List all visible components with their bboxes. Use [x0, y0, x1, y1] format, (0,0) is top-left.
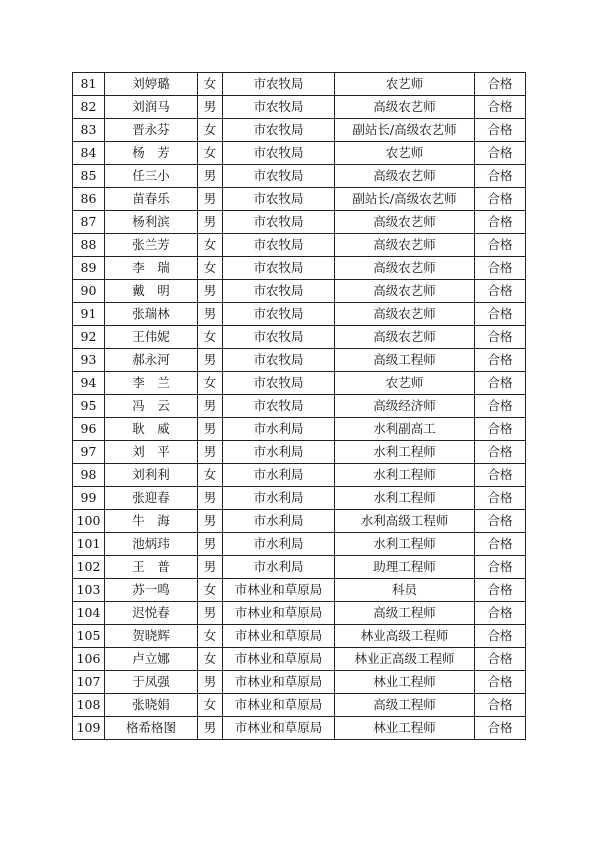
- result-cell: 合格: [475, 648, 526, 671]
- job-title-cell: 高级农艺师: [335, 326, 475, 349]
- table-row: [73, 510, 526, 533]
- serial-number-cell: 82: [73, 96, 105, 119]
- result-cell: 合格: [475, 142, 526, 165]
- gender-cell: 女: [198, 579, 223, 602]
- serial-number-cell: 84: [73, 142, 105, 165]
- name-cell: 王伟妮: [105, 326, 198, 349]
- result-cell: 合格: [475, 556, 526, 579]
- unit-cell: 市林业和草原局: [223, 579, 335, 602]
- gender-cell: 女: [198, 142, 223, 165]
- job-title-cell: 高级工程师: [335, 602, 475, 625]
- job-title-cell: 水利工程师: [335, 533, 475, 556]
- job-title-cell: 林业工程师: [335, 671, 475, 694]
- table-row: [73, 579, 526, 602]
- unit-cell: 市林业和草原局: [223, 602, 335, 625]
- gender-cell: 男: [198, 556, 223, 579]
- name-cell: 牛 海: [105, 510, 198, 533]
- job-title-cell: 高级农艺师: [335, 165, 475, 188]
- serial-number-cell: 95: [73, 395, 105, 418]
- gender-cell: 女: [198, 694, 223, 717]
- job-title-cell: 林业高级工程师: [335, 625, 475, 648]
- gender-cell: 男: [198, 487, 223, 510]
- name-cell: 耿 威: [105, 418, 198, 441]
- serial-number-cell: 91: [73, 303, 105, 326]
- gender-cell: 女: [198, 119, 223, 142]
- unit-cell: 市水利局: [223, 487, 335, 510]
- serial-number-cell: 86: [73, 188, 105, 211]
- table-row: [73, 119, 526, 142]
- result-cell: 合格: [475, 671, 526, 694]
- table-row: [73, 717, 526, 740]
- serial-number-cell: 89: [73, 257, 105, 280]
- name-cell: 张兰芳: [105, 234, 198, 257]
- gender-cell: 女: [198, 326, 223, 349]
- gender-cell: 男: [198, 441, 223, 464]
- unit-cell: 市林业和草原局: [223, 648, 335, 671]
- result-cell: 合格: [475, 372, 526, 395]
- gender-cell: 男: [198, 211, 223, 234]
- table-row: [73, 671, 526, 694]
- serial-number-cell: 99: [73, 487, 105, 510]
- job-title-cell: 高级农艺师: [335, 211, 475, 234]
- name-cell: 张迎春: [105, 487, 198, 510]
- job-title-cell: 高级农艺师: [335, 303, 475, 326]
- name-cell: 刘利利: [105, 464, 198, 487]
- table-row: [73, 303, 526, 326]
- serial-number-cell: 94: [73, 372, 105, 395]
- result-cell: 合格: [475, 119, 526, 142]
- result-cell: 合格: [475, 349, 526, 372]
- job-title-cell: 副站长/高级农艺师: [335, 188, 475, 211]
- name-cell: 冯 云: [105, 395, 198, 418]
- roster-table-body: [73, 73, 526, 740]
- table-row: [73, 165, 526, 188]
- job-title-cell: 高级农艺师: [335, 257, 475, 280]
- table-row: [73, 234, 526, 257]
- job-title-cell: 农艺师: [335, 372, 475, 395]
- job-title-cell: 科员: [335, 579, 475, 602]
- unit-cell: 市农牧局: [223, 234, 335, 257]
- gender-cell: 男: [198, 303, 223, 326]
- result-cell: 合格: [475, 579, 526, 602]
- gender-cell: 女: [198, 625, 223, 648]
- name-cell: 苗春乐: [105, 188, 198, 211]
- serial-number-cell: 108: [73, 694, 105, 717]
- unit-cell: 市水利局: [223, 510, 335, 533]
- table-row: [73, 464, 526, 487]
- serial-number-cell: 81: [73, 73, 105, 96]
- result-cell: 合格: [475, 717, 526, 740]
- unit-cell: 市农牧局: [223, 372, 335, 395]
- gender-cell: 男: [198, 717, 223, 740]
- result-cell: 合格: [475, 280, 526, 303]
- unit-cell: 市农牧局: [223, 165, 335, 188]
- table-row: [73, 694, 526, 717]
- table-row: [73, 349, 526, 372]
- unit-cell: 市水利局: [223, 418, 335, 441]
- result-cell: 合格: [475, 211, 526, 234]
- job-title-cell: 高级工程师: [335, 349, 475, 372]
- result-cell: 合格: [475, 165, 526, 188]
- name-cell: 杨利滨: [105, 211, 198, 234]
- job-title-cell: 助理工程师: [335, 556, 475, 579]
- serial-number-cell: 100: [73, 510, 105, 533]
- name-cell: 李 瑞: [105, 257, 198, 280]
- unit-cell: 市农牧局: [223, 96, 335, 119]
- roster-table: [72, 72, 526, 740]
- gender-cell: 男: [198, 188, 223, 211]
- unit-cell: 市农牧局: [223, 73, 335, 96]
- gender-cell: 男: [198, 418, 223, 441]
- job-title-cell: 副站长/高级农艺师: [335, 119, 475, 142]
- gender-cell: 男: [198, 165, 223, 188]
- unit-cell: 市农牧局: [223, 211, 335, 234]
- table-row: [73, 533, 526, 556]
- result-cell: 合格: [475, 188, 526, 211]
- serial-number-cell: 92: [73, 326, 105, 349]
- table-row: [73, 372, 526, 395]
- serial-number-cell: 107: [73, 671, 105, 694]
- job-title-cell: 水利工程师: [335, 487, 475, 510]
- unit-cell: 市林业和草原局: [223, 717, 335, 740]
- unit-cell: 市水利局: [223, 556, 335, 579]
- name-cell: 杨 芳: [105, 142, 198, 165]
- serial-number-cell: 87: [73, 211, 105, 234]
- table-row: [73, 96, 526, 119]
- result-cell: 合格: [475, 73, 526, 96]
- job-title-cell: 高级农艺师: [335, 280, 475, 303]
- table-row: [73, 142, 526, 165]
- gender-cell: 男: [198, 280, 223, 303]
- serial-number-cell: 109: [73, 717, 105, 740]
- name-cell: 张晓娟: [105, 694, 198, 717]
- name-cell: 池炳玮: [105, 533, 198, 556]
- result-cell: 合格: [475, 694, 526, 717]
- table-row: [73, 418, 526, 441]
- table-row: [73, 602, 526, 625]
- name-cell: 卢立娜: [105, 648, 198, 671]
- name-cell: 任三小: [105, 165, 198, 188]
- job-title-cell: 高级工程师: [335, 694, 475, 717]
- unit-cell: 市农牧局: [223, 326, 335, 349]
- serial-number-cell: 85: [73, 165, 105, 188]
- gender-cell: 女: [198, 234, 223, 257]
- gender-cell: 女: [198, 648, 223, 671]
- table-row: [73, 73, 526, 96]
- gender-cell: 女: [198, 372, 223, 395]
- serial-number-cell: 103: [73, 579, 105, 602]
- name-cell: 刘润马: [105, 96, 198, 119]
- result-cell: 合格: [475, 533, 526, 556]
- job-title-cell: 高级农艺师: [335, 234, 475, 257]
- table-row: [73, 188, 526, 211]
- gender-cell: 女: [198, 257, 223, 280]
- table-row: [73, 395, 526, 418]
- job-title-cell: 高级经济师: [335, 395, 475, 418]
- unit-cell: 市农牧局: [223, 119, 335, 142]
- name-cell: 刘 平: [105, 441, 198, 464]
- job-title-cell: 农艺师: [335, 73, 475, 96]
- job-title-cell: 水利副高工: [335, 418, 475, 441]
- result-cell: 合格: [475, 418, 526, 441]
- table-row: [73, 441, 526, 464]
- result-cell: 合格: [475, 257, 526, 280]
- serial-number-cell: 104: [73, 602, 105, 625]
- table-row: [73, 211, 526, 234]
- gender-cell: 女: [198, 464, 223, 487]
- table-row: [73, 556, 526, 579]
- result-cell: 合格: [475, 96, 526, 119]
- serial-number-cell: 105: [73, 625, 105, 648]
- name-cell: 郝永河: [105, 349, 198, 372]
- job-title-cell: 林业工程师: [335, 717, 475, 740]
- gender-cell: 男: [198, 533, 223, 556]
- job-title-cell: 农艺师: [335, 142, 475, 165]
- name-cell: 苏一鸣: [105, 579, 198, 602]
- serial-number-cell: 96: [73, 418, 105, 441]
- table-row: [73, 648, 526, 671]
- unit-cell: 市林业和草原局: [223, 671, 335, 694]
- table-row: [73, 280, 526, 303]
- serial-number-cell: 102: [73, 556, 105, 579]
- unit-cell: 市林业和草原局: [223, 625, 335, 648]
- result-cell: 合格: [475, 487, 526, 510]
- unit-cell: 市农牧局: [223, 395, 335, 418]
- result-cell: 合格: [475, 326, 526, 349]
- table-row: [73, 625, 526, 648]
- name-cell: 格希格图: [105, 717, 198, 740]
- serial-number-cell: 93: [73, 349, 105, 372]
- gender-cell: 男: [198, 349, 223, 372]
- serial-number-cell: 90: [73, 280, 105, 303]
- name-cell: 迟悦春: [105, 602, 198, 625]
- name-cell: 贺晓辉: [105, 625, 198, 648]
- result-cell: 合格: [475, 510, 526, 533]
- job-title-cell: 高级农艺师: [335, 96, 475, 119]
- job-title-cell: 水利高级工程师: [335, 510, 475, 533]
- unit-cell: 市农牧局: [223, 303, 335, 326]
- unit-cell: 市农牧局: [223, 188, 335, 211]
- unit-cell: 市水利局: [223, 533, 335, 556]
- result-cell: 合格: [475, 602, 526, 625]
- serial-number-cell: 83: [73, 119, 105, 142]
- unit-cell: 市水利局: [223, 464, 335, 487]
- name-cell: 王 普: [105, 556, 198, 579]
- job-title-cell: 水利工程师: [335, 441, 475, 464]
- table-row: [73, 257, 526, 280]
- gender-cell: 男: [198, 96, 223, 119]
- unit-cell: 市农牧局: [223, 280, 335, 303]
- result-cell: 合格: [475, 395, 526, 418]
- gender-cell: 男: [198, 671, 223, 694]
- result-cell: 合格: [475, 625, 526, 648]
- serial-number-cell: 106: [73, 648, 105, 671]
- unit-cell: 市农牧局: [223, 349, 335, 372]
- unit-cell: 市农牧局: [223, 257, 335, 280]
- name-cell: 于凤强: [105, 671, 198, 694]
- table-row: [73, 326, 526, 349]
- serial-number-cell: 97: [73, 441, 105, 464]
- table-row: [73, 487, 526, 510]
- unit-cell: 市农牧局: [223, 142, 335, 165]
- gender-cell: 男: [198, 510, 223, 533]
- gender-cell: 男: [198, 602, 223, 625]
- name-cell: 李 兰: [105, 372, 198, 395]
- name-cell: 张瑞林: [105, 303, 198, 326]
- name-cell: 刘婷璐: [105, 73, 198, 96]
- serial-number-cell: 98: [73, 464, 105, 487]
- result-cell: 合格: [475, 464, 526, 487]
- job-title-cell: 林业正高级工程师: [335, 648, 475, 671]
- result-cell: 合格: [475, 234, 526, 257]
- name-cell: 晋永芬: [105, 119, 198, 142]
- name-cell: 戴 明: [105, 280, 198, 303]
- unit-cell: 市水利局: [223, 441, 335, 464]
- gender-cell: 女: [198, 73, 223, 96]
- serial-number-cell: 101: [73, 533, 105, 556]
- unit-cell: 市林业和草原局: [223, 694, 335, 717]
- gender-cell: 男: [198, 395, 223, 418]
- serial-number-cell: 88: [73, 234, 105, 257]
- job-title-cell: 水利工程师: [335, 464, 475, 487]
- result-cell: 合格: [475, 303, 526, 326]
- result-cell: 合格: [475, 441, 526, 464]
